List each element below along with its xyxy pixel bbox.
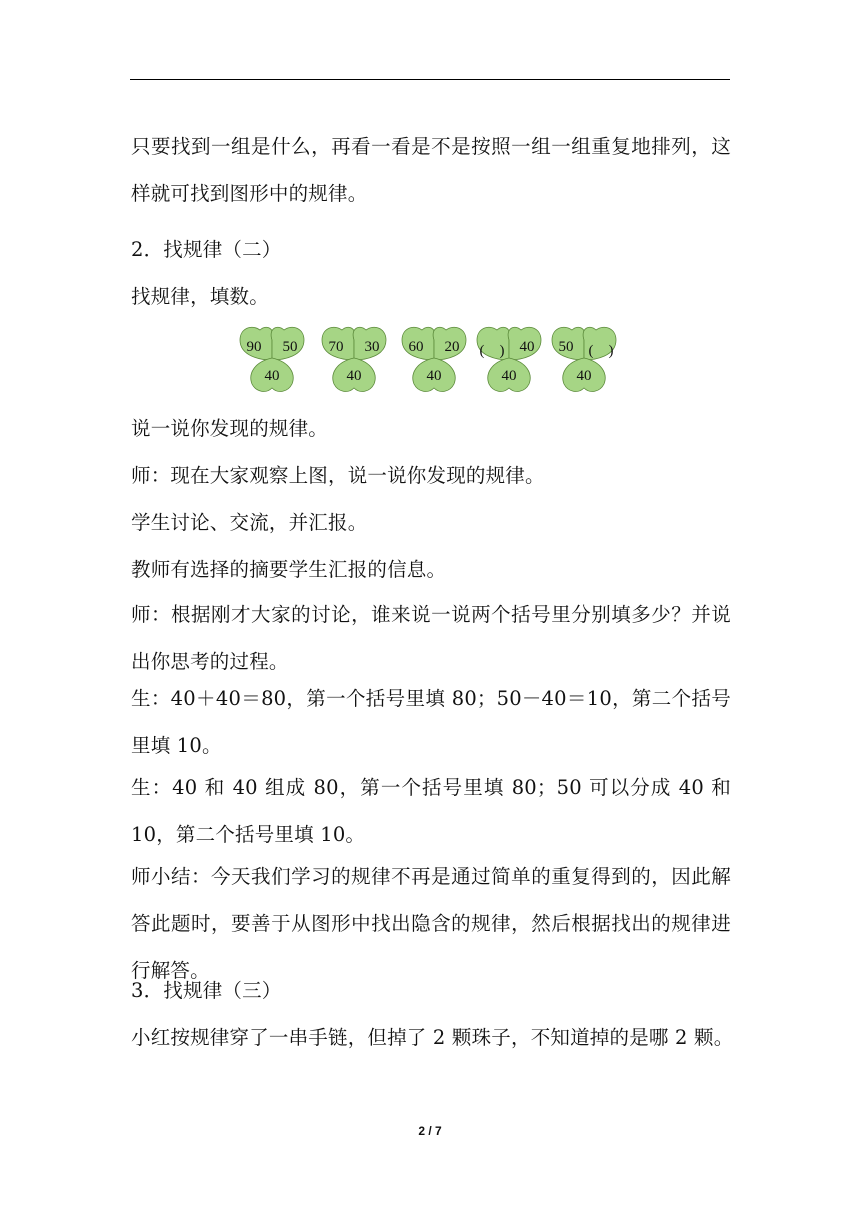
clover-5: [548, 322, 620, 394]
paragraph-student-answer-1: 生：40＋40＝80，第一个括号里填 80；50－40＝10，第二个括号里填 10。: [131, 687, 731, 757]
clover-figure: [236, 322, 620, 394]
header-rule: [130, 79, 730, 80]
clover-3-left-number: 60: [408, 339, 424, 355]
section-heading-2: 2．找规律（二）: [131, 238, 282, 261]
clover-2: [318, 322, 390, 394]
clover-4: [473, 322, 545, 394]
clover-5-right-blank: ( ): [588, 343, 614, 359]
clover-4-left-blank: ( ): [479, 343, 505, 359]
clover-2-bottom-number: 40: [346, 368, 362, 384]
section-heading-3: 3．找规律（三）: [131, 979, 282, 1002]
clover-1-left-number: 90: [246, 339, 262, 355]
clover-4-bottom-number: 40: [501, 368, 517, 384]
paragraph-teacher-conclusion: 师小结：今天我们学习的规律不再是通过简单的重复得到的，因此解答此题时，要善于从图形中找出隐含的规律，然后根据找出的规律进行解答。: [131, 865, 731, 982]
clover-1: [236, 322, 308, 394]
clover-4-right-number: 40: [519, 339, 535, 355]
clover-1-right-number: 50: [282, 339, 298, 355]
page-number: 2 / 7: [418, 1124, 442, 1138]
clover-5-left-number: 50: [558, 339, 574, 355]
paragraph-teacher-observe: 师：现在大家观察上图，说一说你发现的规律。: [131, 464, 545, 487]
paragraph-teacher-question: 师：根据刚才大家的讨论，谁来说一说两个括号里分别填多少？并说出你思考的过程。: [131, 603, 731, 673]
paragraph-intro: 只要找到一组是什么，再看一看是不是按照一组一组重复地排列，这样就可找到图形中的规律。: [131, 135, 731, 205]
clover-3-bottom-number: 40: [426, 368, 442, 384]
paragraph-teacher-summary-info: 教师有选择的摘要学生汇报的信息。: [131, 558, 447, 581]
clover-3: [398, 322, 470, 394]
clover-2-left-number: 70: [328, 339, 344, 355]
paragraph-students-discuss: 学生讨论、交流，并汇报。: [131, 511, 368, 534]
clover-2-right-number: 30: [364, 339, 380, 355]
clover-5-bottom-number: 40: [576, 368, 592, 384]
task-instruction: 找规律，填数。: [131, 285, 269, 308]
paragraph-student-answer-2: 生：40 和 40 组成 80，第一个括号里填 80；50 可以分成 40 和 10，第二个括号里填 10。: [131, 776, 731, 846]
paragraph-bracelet: 小红按规律穿了一串手链，但掉了 2 颗珠子，不知道掉的是哪 2 颗。: [131, 1026, 734, 1049]
clover-1-bottom-number: 40: [264, 368, 280, 384]
clover-3-right-number: 20: [444, 339, 460, 355]
paragraph-discover: 说一说你发现的规律。: [131, 417, 329, 440]
